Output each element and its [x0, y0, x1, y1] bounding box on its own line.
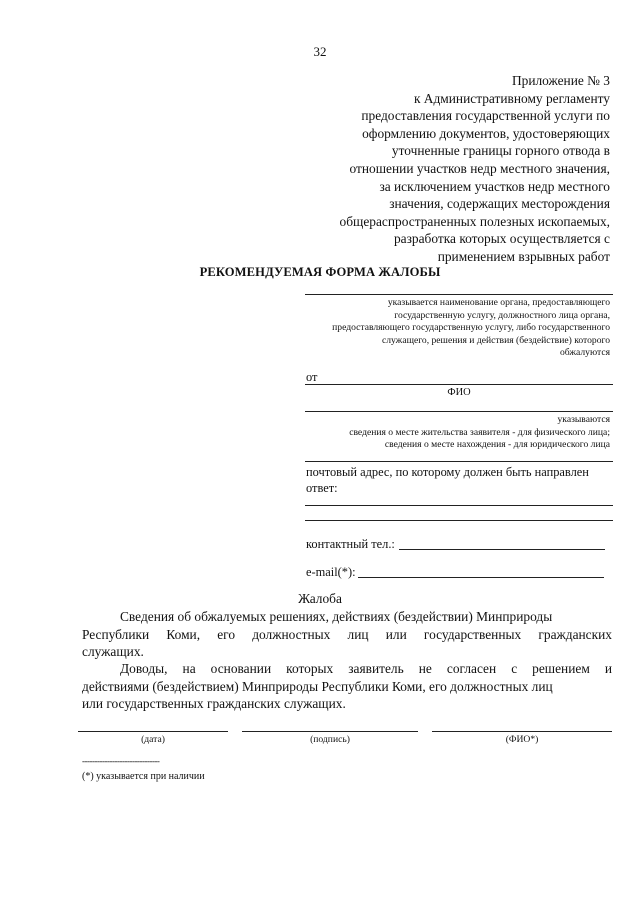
phone-label: контактный тел.: — [306, 537, 395, 551]
postal-answer-line[interactable] — [305, 520, 613, 521]
recipient-hint — [300, 297, 610, 360]
paragraph-1 — [82, 608, 612, 661]
hint-line: обжалуются — [559, 347, 610, 359]
email-label: e-mail(*): — [306, 565, 356, 579]
appendix-line: отношении участков недр местного значения, — [349, 160, 610, 176]
paragraph-line: или государственных гражданских служащих. — [82, 696, 346, 711]
hint-line: указывается наименование органа, предоставляющего — [387, 297, 610, 308]
postal-answer-line[interactable] — [305, 505, 613, 506]
recipient-line — [305, 294, 613, 295]
address-line — [305, 411, 613, 412]
fio-label: ФИО — [447, 387, 471, 398]
page-number: 32 — [313, 44, 327, 59]
postal-label-line: ответ: — [306, 481, 338, 495]
hint-line: предоставляющего государственную услугу, либо государственного — [332, 322, 610, 334]
from-line — [305, 384, 613, 385]
appendix-line: за исключением участков недр местного — [379, 178, 610, 194]
hint-line: государственную услугу, должностного лица органа, — [394, 309, 610, 321]
phone-input-line[interactable] — [399, 549, 605, 550]
fio-caption: (ФИО*) — [505, 734, 539, 745]
appendix-line: общераспространенных полезных ископаемых, — [339, 213, 610, 229]
paragraph-line: Республики Коми, его должностных лиц или государственных гражданских — [82, 626, 612, 642]
date-line[interactable] — [78, 731, 228, 732]
postal-label — [306, 464, 589, 496]
appendix-line: значения, содержащих месторождения — [389, 196, 610, 212]
complaint-heading: Жалоба — [298, 591, 342, 606]
hint-line: сведения о месте жительства заявителя - для физического лица; — [349, 426, 610, 438]
hint-line: служащего, решения и действия (бездействие) которого — [381, 334, 610, 346]
footnote-divider: ------------------------------- — [82, 756, 160, 766]
appendix-line: уточненные границы горного отвода в — [391, 143, 610, 159]
appendix-block — [270, 72, 610, 266]
paragraph-line: Сведения об обжалуемых решениях, действиях (бездействии) Минприроды — [120, 609, 553, 624]
appendix-line: оформлению документов, удостоверяющих — [362, 125, 610, 141]
appendix-line: применением взрывных работ — [437, 248, 610, 264]
address-hint — [300, 414, 610, 452]
paragraph-line: служащих. — [82, 644, 144, 659]
date-caption: (дата) — [141, 734, 165, 745]
signature-caption: (подпись) — [310, 734, 350, 745]
appendix-line: к Административному регламенту — [413, 90, 610, 106]
appendix-line: Приложение № 3 — [511, 73, 610, 88]
footnote: (*) указывается при наличии — [82, 771, 205, 782]
paragraph-line: Доводы, на основании которых заявитель не согласен с решением и — [120, 661, 612, 676]
postal-label-line: почтовый адрес, по которому должен быть направлен — [306, 465, 589, 479]
email-input-line[interactable] — [358, 577, 604, 578]
appendix-line: предоставления государственной услуги по — [361, 108, 610, 124]
paragraph-2 — [82, 660, 612, 713]
from-label: от — [306, 370, 318, 384]
fio-sign-line[interactable] — [432, 731, 612, 732]
appendix-line: разработка которых осуществляется с — [393, 231, 610, 247]
postal-top-line — [305, 461, 613, 462]
form-title: РЕКОМЕНДУЕМАЯ ФОРМА ЖАЛОБЫ — [199, 265, 441, 279]
hint-line: сведения о месте нахождения - для юридического лица — [384, 439, 610, 451]
paragraph-line: действиями (бездействием) Минприроды Республики Коми, его должностных лиц — [82, 678, 553, 694]
signature-line[interactable] — [242, 731, 418, 732]
hint-line: указываются — [557, 414, 610, 425]
